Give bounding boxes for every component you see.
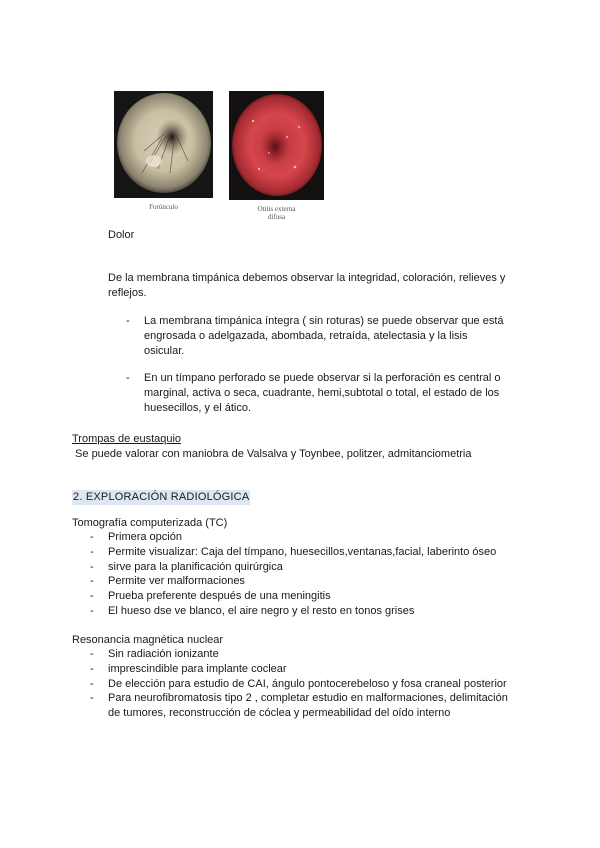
list-item: - La membrana timpánica íntegra ( sin roturas) se puede observar que está engrosada o adelgazada, abombada, retraída, atelectasia y la lisis osicular. [108, 314, 508, 359]
rm-list [72, 647, 512, 721]
trompas-title: Trompas de eustaquio [72, 433, 182, 445]
list-item: - El hueso dse ve blanco, el aire negro y el resto en tonos grises [72, 604, 512, 619]
list-item: - Sin radiación ionizante [72, 647, 512, 662]
forunculo-caption [114, 203, 213, 211]
forunculo-image [114, 91, 213, 198]
membrana-intro: De la membrana timpánica debemos observar la integridad, coloración, relieves y reflejos. [108, 272, 506, 299]
caption-line1: Otitis externa [257, 205, 296, 213]
list-item: - Permite ver malformaciones [72, 574, 512, 589]
list-item: - imprescindible para implante coclear [72, 662, 512, 677]
tc-title: Tomografía computerizada (TC) [72, 517, 228, 529]
membrana-list [108, 314, 508, 428]
list-item: - sirve para la planificación quirúrgica [72, 560, 512, 575]
list-item: - Primera opción [72, 530, 512, 545]
list-item: - Prueba preferente después de una meningitis [72, 589, 512, 604]
trompas-text: Se puede valorar con maniobra de Valsalva y Toynbee, politzer, admitanciometria [72, 448, 472, 460]
caption-line2: difusa [267, 213, 286, 221]
otitis-externa-image [229, 91, 324, 200]
section-heading: 2. EXPLORACIÓN RADIOLÓGICA [73, 491, 250, 503]
list-item: - Permite visualizar: Caja del tímpano, huesecillos,ventanas,facial, laberinto óseo [72, 545, 512, 560]
list-item: - De elección para estudio de CAI, ángulo pontocerebeloso y fosa craneal posterior [72, 677, 512, 692]
rm-title: Resonancia magnética nuclear [72, 634, 224, 646]
list-item: - En un tímpano perforado se puede observar si la perforación es central o marginal, activa o seca, cuadrante, hemi,subtotal o total, el estado de los huesecillos, y el ático. [108, 371, 508, 416]
list-item: - Para neurofibromatosis tipo 2 , completar estudio en malformaciones, delimitación de tumores, reconstrucción de cóclea y permeabilidad del oído interno [72, 691, 512, 721]
tc-list [72, 530, 512, 619]
otitis-externa-caption [229, 205, 324, 221]
dolor-text: Dolor [108, 229, 135, 241]
caption-line1: Forúnculo [149, 203, 178, 211]
